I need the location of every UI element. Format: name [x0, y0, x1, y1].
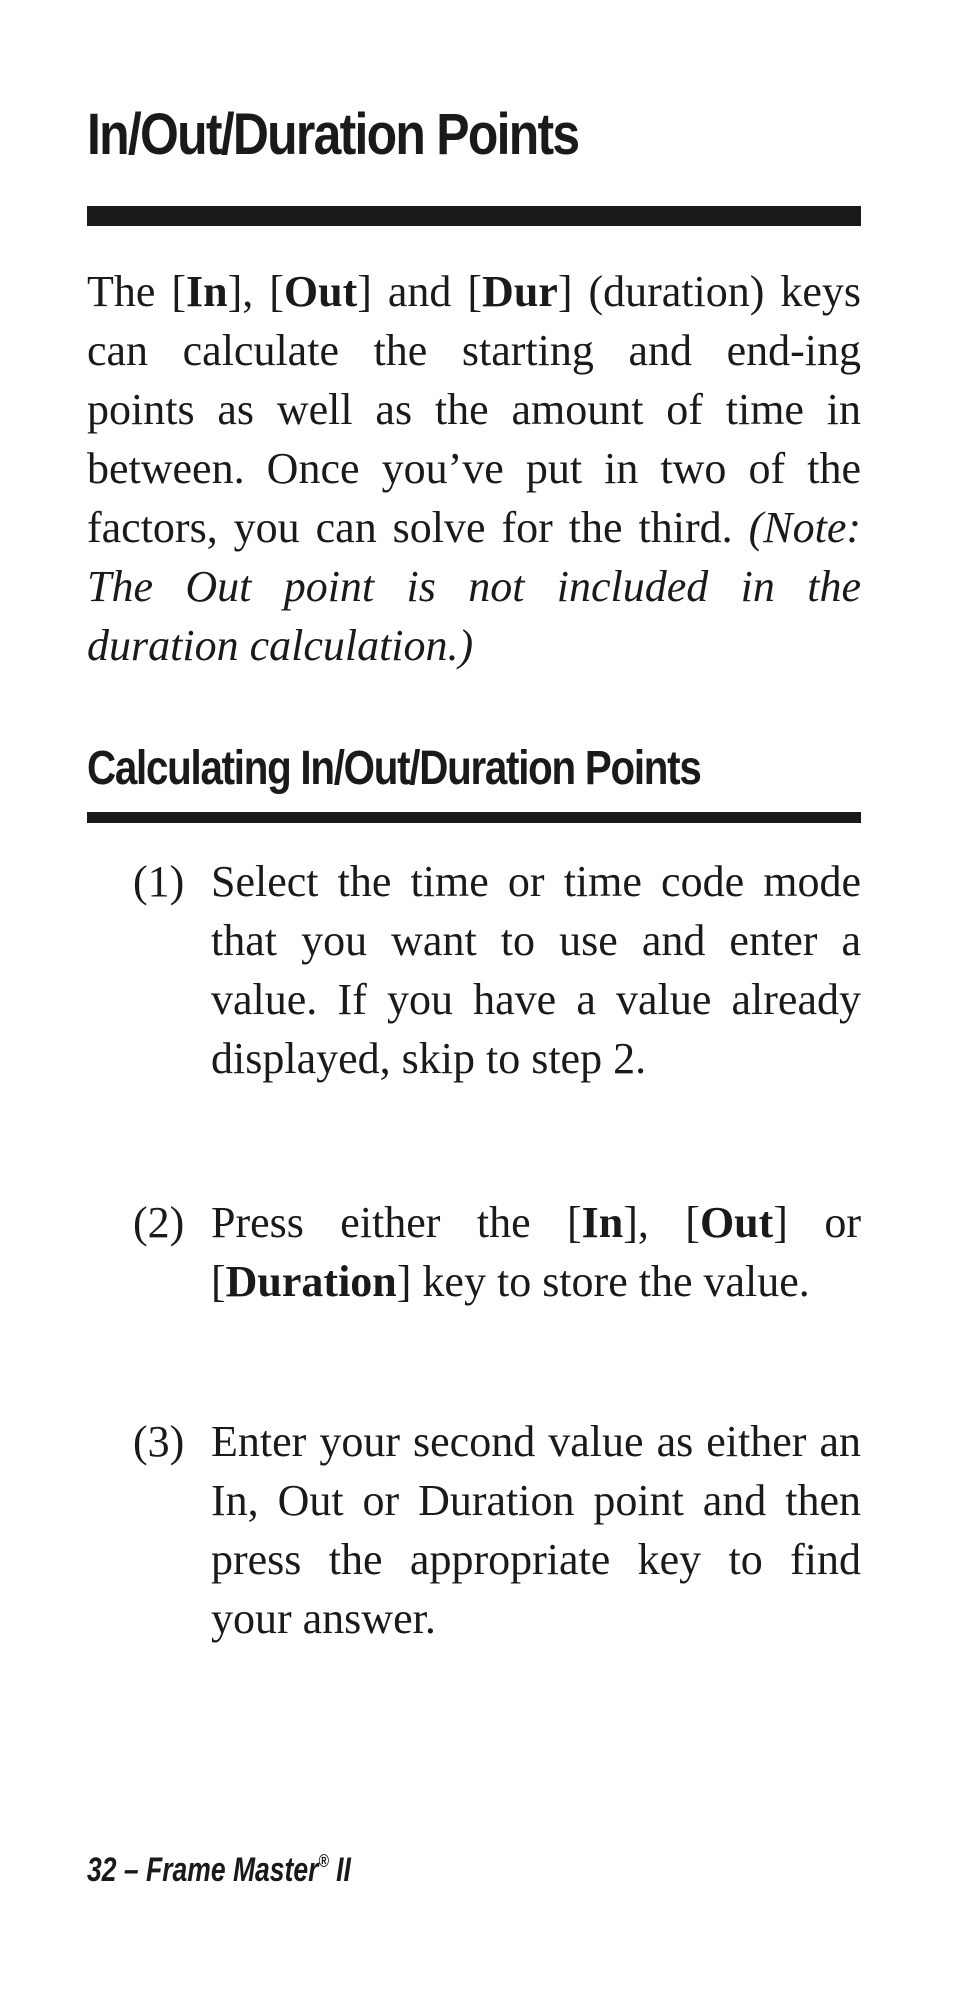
page-number: 32 — [87, 1851, 117, 1889]
title-divider — [87, 206, 861, 226]
intro-text-3: ] and [ — [357, 267, 483, 316]
dur-key-label: Dur — [482, 267, 558, 316]
step-text-part: ] key to store the value. — [396, 1257, 810, 1306]
product-version: II — [328, 1851, 351, 1889]
intro-text-2: ], [ — [227, 267, 284, 316]
page-title: In/Out/Duration Points — [87, 102, 579, 167]
out-key-label: Out — [283, 267, 358, 316]
step-text: Enter your second value as either an In, Out or Duration point and then press the appropriate key to find your answer. — [211, 1417, 861, 1643]
in-key-label: In — [186, 267, 228, 316]
registered-mark: ® — [318, 1851, 329, 1871]
step-text — [211, 1193, 861, 1311]
manual-page — [87, 0, 861, 2009]
footer-separator: – — [116, 1851, 146, 1889]
section-divider — [87, 812, 861, 823]
product-name: Frame Master — [145, 1851, 319, 1889]
step-number: (2) — [133, 1198, 185, 1247]
out-key-label: Out — [699, 1198, 774, 1247]
step-text-part: Press either the [ — [211, 1198, 582, 1247]
step-number: (1) — [133, 857, 185, 906]
intro-note: (Note: The Out point is not included in the duration calculation.) — [87, 503, 861, 670]
step-text: Select the time or time code mode that you want to use and enter a value. If you have a value already displayed, skip to step 2. — [211, 857, 861, 1083]
step-item — [133, 852, 861, 1088]
duration-key-label: Duration — [225, 1257, 397, 1306]
section-heading: Calculating In/Out/Duration Points — [87, 742, 701, 795]
intro-text-1: The [ — [87, 267, 187, 316]
intro-paragraph — [87, 262, 861, 675]
in-key-label: In — [581, 1198, 624, 1247]
page-footer — [87, 1852, 351, 1887]
step-text-part: ] or [ — [211, 1198, 861, 1306]
step-text-part: ], [ — [623, 1198, 700, 1247]
intro-text-4: ] (duration) keys can calculate the starting and end-ing points as well as the amount of time in between. Once you’ve put in two of the factors, you can solve for the third. — [87, 267, 862, 552]
step-item — [133, 1412, 861, 1648]
step-item — [133, 1193, 861, 1311]
step-number: (3) — [133, 1417, 185, 1466]
